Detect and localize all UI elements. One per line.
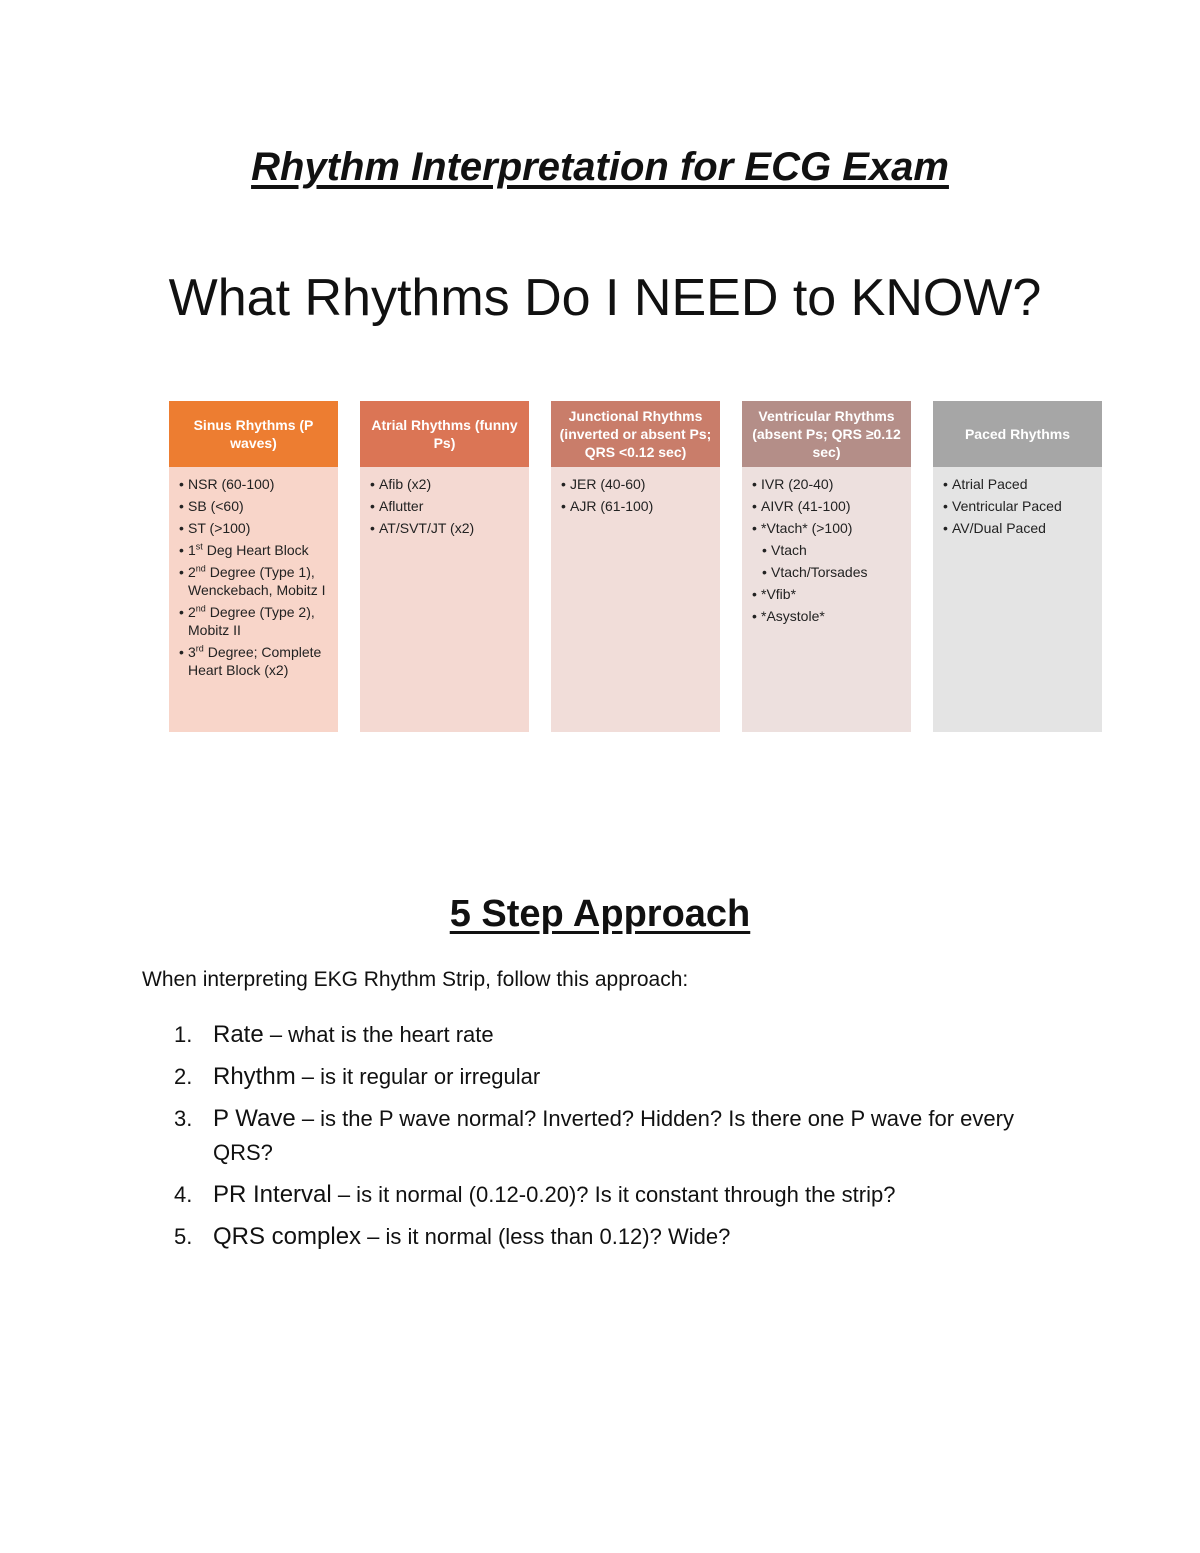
rhythm-item: • Vtach/Torsades — [762, 563, 905, 581]
step-description: – is the P wave normal? Inverted? Hidden? Is there one P wave for every QRS? — [213, 1106, 1014, 1165]
step-number: 3. — [174, 1106, 193, 1131]
rhythm-item: • *Vtach* (>100) — [752, 519, 905, 537]
rhythm-item: • Vtach — [762, 541, 905, 559]
category-header: Paced Rhythms — [933, 401, 1102, 467]
rhythm-item-label: Deg Heart Block — [202, 542, 309, 558]
step-term: PR Interval — [213, 1181, 332, 1208]
ordinal-suffix: nd — [195, 563, 206, 574]
category-atrial-rhythms — [360, 401, 529, 732]
ordinal-suffix: nd — [195, 603, 206, 614]
rhythm-list — [561, 475, 714, 515]
category-sinus-rhythms — [169, 401, 338, 732]
category-body — [360, 467, 529, 732]
category-paced-rhythms — [933, 401, 1102, 732]
step-item — [174, 1178, 1054, 1212]
rhythm-item-label: Degree (Type 1), Wenckebach, Mobitz I — [188, 564, 326, 598]
category-junctional-rhythms — [551, 401, 720, 732]
steps-list — [174, 1018, 1054, 1262]
rhythm-item — [179, 563, 332, 599]
rhythm-item: • *Vfib* — [752, 585, 905, 603]
step-item — [174, 1060, 1054, 1094]
step-description: – is it normal (0.12-0.20)? Is it constant through the strip? — [331, 1182, 896, 1207]
rhythm-item: • AV/Dual Paced — [943, 519, 1096, 537]
step-term: P Wave — [213, 1105, 296, 1132]
rhythm-item: • AT/SVT/JT (x2) — [370, 519, 523, 537]
rhythm-item: • IVR (20-40) — [752, 475, 905, 493]
step-term: QRS complex — [213, 1223, 362, 1250]
step-number: 5. — [174, 1224, 193, 1249]
approach-intro: When interpreting EKG Rhythm Strip, follow this approach: — [142, 968, 689, 991]
rhythm-item-number: 3 — [188, 644, 196, 660]
step-term: Rate — [213, 1021, 264, 1048]
step-description: – what is the heart rate — [263, 1022, 494, 1047]
rhythm-item: • AIVR (41-100) — [752, 497, 905, 515]
rhythm-item-label: Degree (Type 2), Mobitz II — [188, 604, 315, 638]
approach-heading: 5 Step Approach — [449, 893, 751, 935]
rhythm-item — [179, 541, 332, 559]
rhythm-item: • SB (<60) — [179, 497, 332, 515]
rhythm-item — [179, 643, 332, 679]
category-body — [742, 467, 911, 732]
rhythm-item: • NSR (60-100) — [179, 475, 332, 493]
category-body — [169, 467, 338, 732]
rhythm-list — [943, 475, 1096, 537]
category-header: Atrial Rhythms (funny Ps) — [360, 401, 529, 467]
rhythm-item: • Atrial Paced — [943, 475, 1096, 493]
category-body — [551, 467, 720, 732]
rhythm-item-number: 1 — [188, 542, 196, 558]
step-number: 4. — [174, 1182, 193, 1207]
rhythm-list — [179, 475, 332, 679]
rhythm-item: • *Asystole* — [752, 607, 905, 625]
document-title: Rhythm Interpretation for ECG Exam — [251, 145, 949, 189]
step-number: 1. — [174, 1022, 193, 1047]
category-header: Sinus Rhythms (P waves) — [169, 401, 338, 467]
rhythm-item: • Aflutter — [370, 497, 523, 515]
rhythm-list — [752, 475, 905, 625]
rhythm-item: • Afib (x2) — [370, 475, 523, 493]
rhythm-list — [370, 475, 523, 537]
step-description: – is it regular or irregular — [295, 1064, 541, 1089]
rhythm-item-label: Degree; Complete Heart Block (x2) — [188, 644, 322, 678]
category-ventricular-rhythms — [742, 401, 911, 732]
step-item — [174, 1018, 1054, 1052]
category-body — [933, 467, 1102, 732]
rhythm-item-number: 2 — [188, 564, 196, 580]
step-number: 2. — [174, 1064, 193, 1089]
step-item — [174, 1102, 1054, 1170]
rhythm-item: • ST (>100) — [179, 519, 332, 537]
step-item — [174, 1220, 1054, 1254]
ordinal-suffix: rd — [195, 643, 204, 654]
rhythm-item: • Ventricular Paced — [943, 497, 1096, 515]
rhythm-item — [179, 603, 332, 639]
category-header: Ventricular Rhythms (absent Ps; QRS ≥0.12 sec) — [742, 401, 911, 467]
ordinal-suffix: st — [195, 541, 203, 552]
step-description: – is it normal (less than 0.12)? Wide? — [361, 1224, 731, 1249]
category-header: Junctional Rhythms (inverted or absent Ps; QRS <0.12 sec) — [551, 401, 720, 467]
rhythm-item-number: 2 — [188, 604, 196, 620]
slide-title: What Rhythms Do I NEED to KNOW? — [168, 269, 1042, 327]
rhythm-item: • AJR (61-100) — [561, 497, 714, 515]
step-term: Rhythm — [213, 1063, 296, 1090]
rhythm-item: • JER (40-60) — [561, 475, 714, 493]
